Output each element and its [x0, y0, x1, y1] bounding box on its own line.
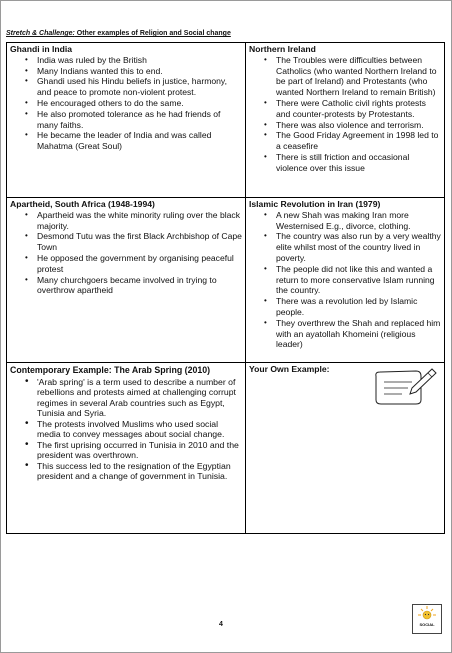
page-number: 4 [219, 621, 223, 628]
list-item: • There was a revolution led by Islamic people. [276, 296, 441, 318]
list-item: • Many churchgoers became involved in trying to overthrow apartheid [37, 275, 242, 297]
heading-text: Other examples of Religion and Social change [74, 30, 231, 37]
list-item: • He also promoted tolerance as he had friends of many faiths. [37, 109, 242, 131]
cell-arab-spring [7, 363, 246, 534]
cell-northern-ireland [246, 43, 445, 198]
gandhi-list [10, 55, 242, 152]
cell-title-northern-ireland: Northern Ireland [249, 44, 316, 54]
list-item: • There were Catholic civil rights protests and counter-protests by Protestants. [276, 98, 441, 120]
table-row [7, 43, 445, 198]
list-item: • The Troubles were difficulties between Catholics (who wanted Northern Ireland to be part of Ireland) and Protestants (who wanted Northern Ireland to remain British) [276, 55, 441, 98]
list-item: • He encouraged others to do the same. [37, 98, 242, 109]
sun-rays-icon [413, 605, 441, 623]
list-item: • The first uprising occurred in Tunisia in 2010 and the president was overthrown. [37, 440, 242, 461]
list-item: • Many Indians wanted this to end. [37, 66, 242, 77]
cell-title-arab-spring: Contemporary Example: The Arab Spring (2010) [10, 365, 211, 375]
iran-list [249, 210, 441, 350]
list-item: • He opposed the government by organising peaceful protest [37, 253, 242, 275]
list-item: • The people did not like this and wanted a return to more conservative Islam running the country. [276, 264, 441, 296]
list-item: • India was ruled by the British [37, 55, 242, 66]
list-item: • There is still friction and occasional violence over this issue [276, 152, 441, 174]
arab-spring-list [10, 377, 242, 482]
logo-text: SOCIAL [419, 622, 435, 627]
cell-apartheid [7, 198, 246, 363]
cell-title-iran: Islamic Revolution in Iran (1979) [249, 199, 381, 209]
cell-iran [246, 198, 445, 363]
examples-table [6, 42, 445, 534]
list-item: • 'Arab spring' is a term used to describe a number of rebellions and protests aimed at challenging corrupt regimes in several Arab countries such as Egypt, Tunisia and Syria. [37, 377, 242, 419]
cell-title-gandhi: Ghandi in India [10, 44, 73, 54]
list-item: • There was also violence and terrorism. [276, 120, 441, 131]
cell-gandhi [7, 43, 246, 198]
list-item: • The protests involved Muslims who used social media to convey messages about social change. [37, 419, 242, 440]
page-heading [6, 30, 231, 37]
ireland-list [249, 55, 441, 174]
list-item: • A new Shah was making Iran more Westernised E.g., divorce, clothing. [276, 210, 441, 232]
list-item: • Apartheid was the white minority ruling over the black majority. [37, 210, 242, 232]
cell-title-own-example: Your Own Example: [249, 364, 330, 374]
notepad-pencil-icon [372, 366, 438, 408]
table-row [7, 198, 445, 363]
list-item: • Desmond Tutu was the first Black Archbishop of Cape Town [37, 231, 242, 253]
list-item: • They overthrew the Shah and replaced him with an ayatollah Khomeini (religious leader) [276, 318, 441, 350]
list-item: • This success led to the resignation of the Egyptian president and a change of government in Tunisia. [37, 461, 242, 482]
sun-logo-icon [412, 604, 442, 634]
list-item: • Ghandi used his Hindu beliefs in justice, harmony, and peace to promote non-violent protest. [37, 76, 242, 98]
cell-title-apartheid: Apartheid, South Africa (1948-1994) [10, 199, 155, 209]
list-item: • The country was also run by a very wealthy elite whilst most of the country lived in poverty. [276, 231, 441, 263]
apartheid-list [10, 210, 242, 296]
heading-label: Stretch & Challenge: [6, 30, 75, 37]
list-item: • He became the leader of India and was called Mahatma (Great Soul) [37, 130, 242, 152]
list-item: • The Good Friday Agreement in 1998 led to a ceasefire [276, 130, 441, 152]
